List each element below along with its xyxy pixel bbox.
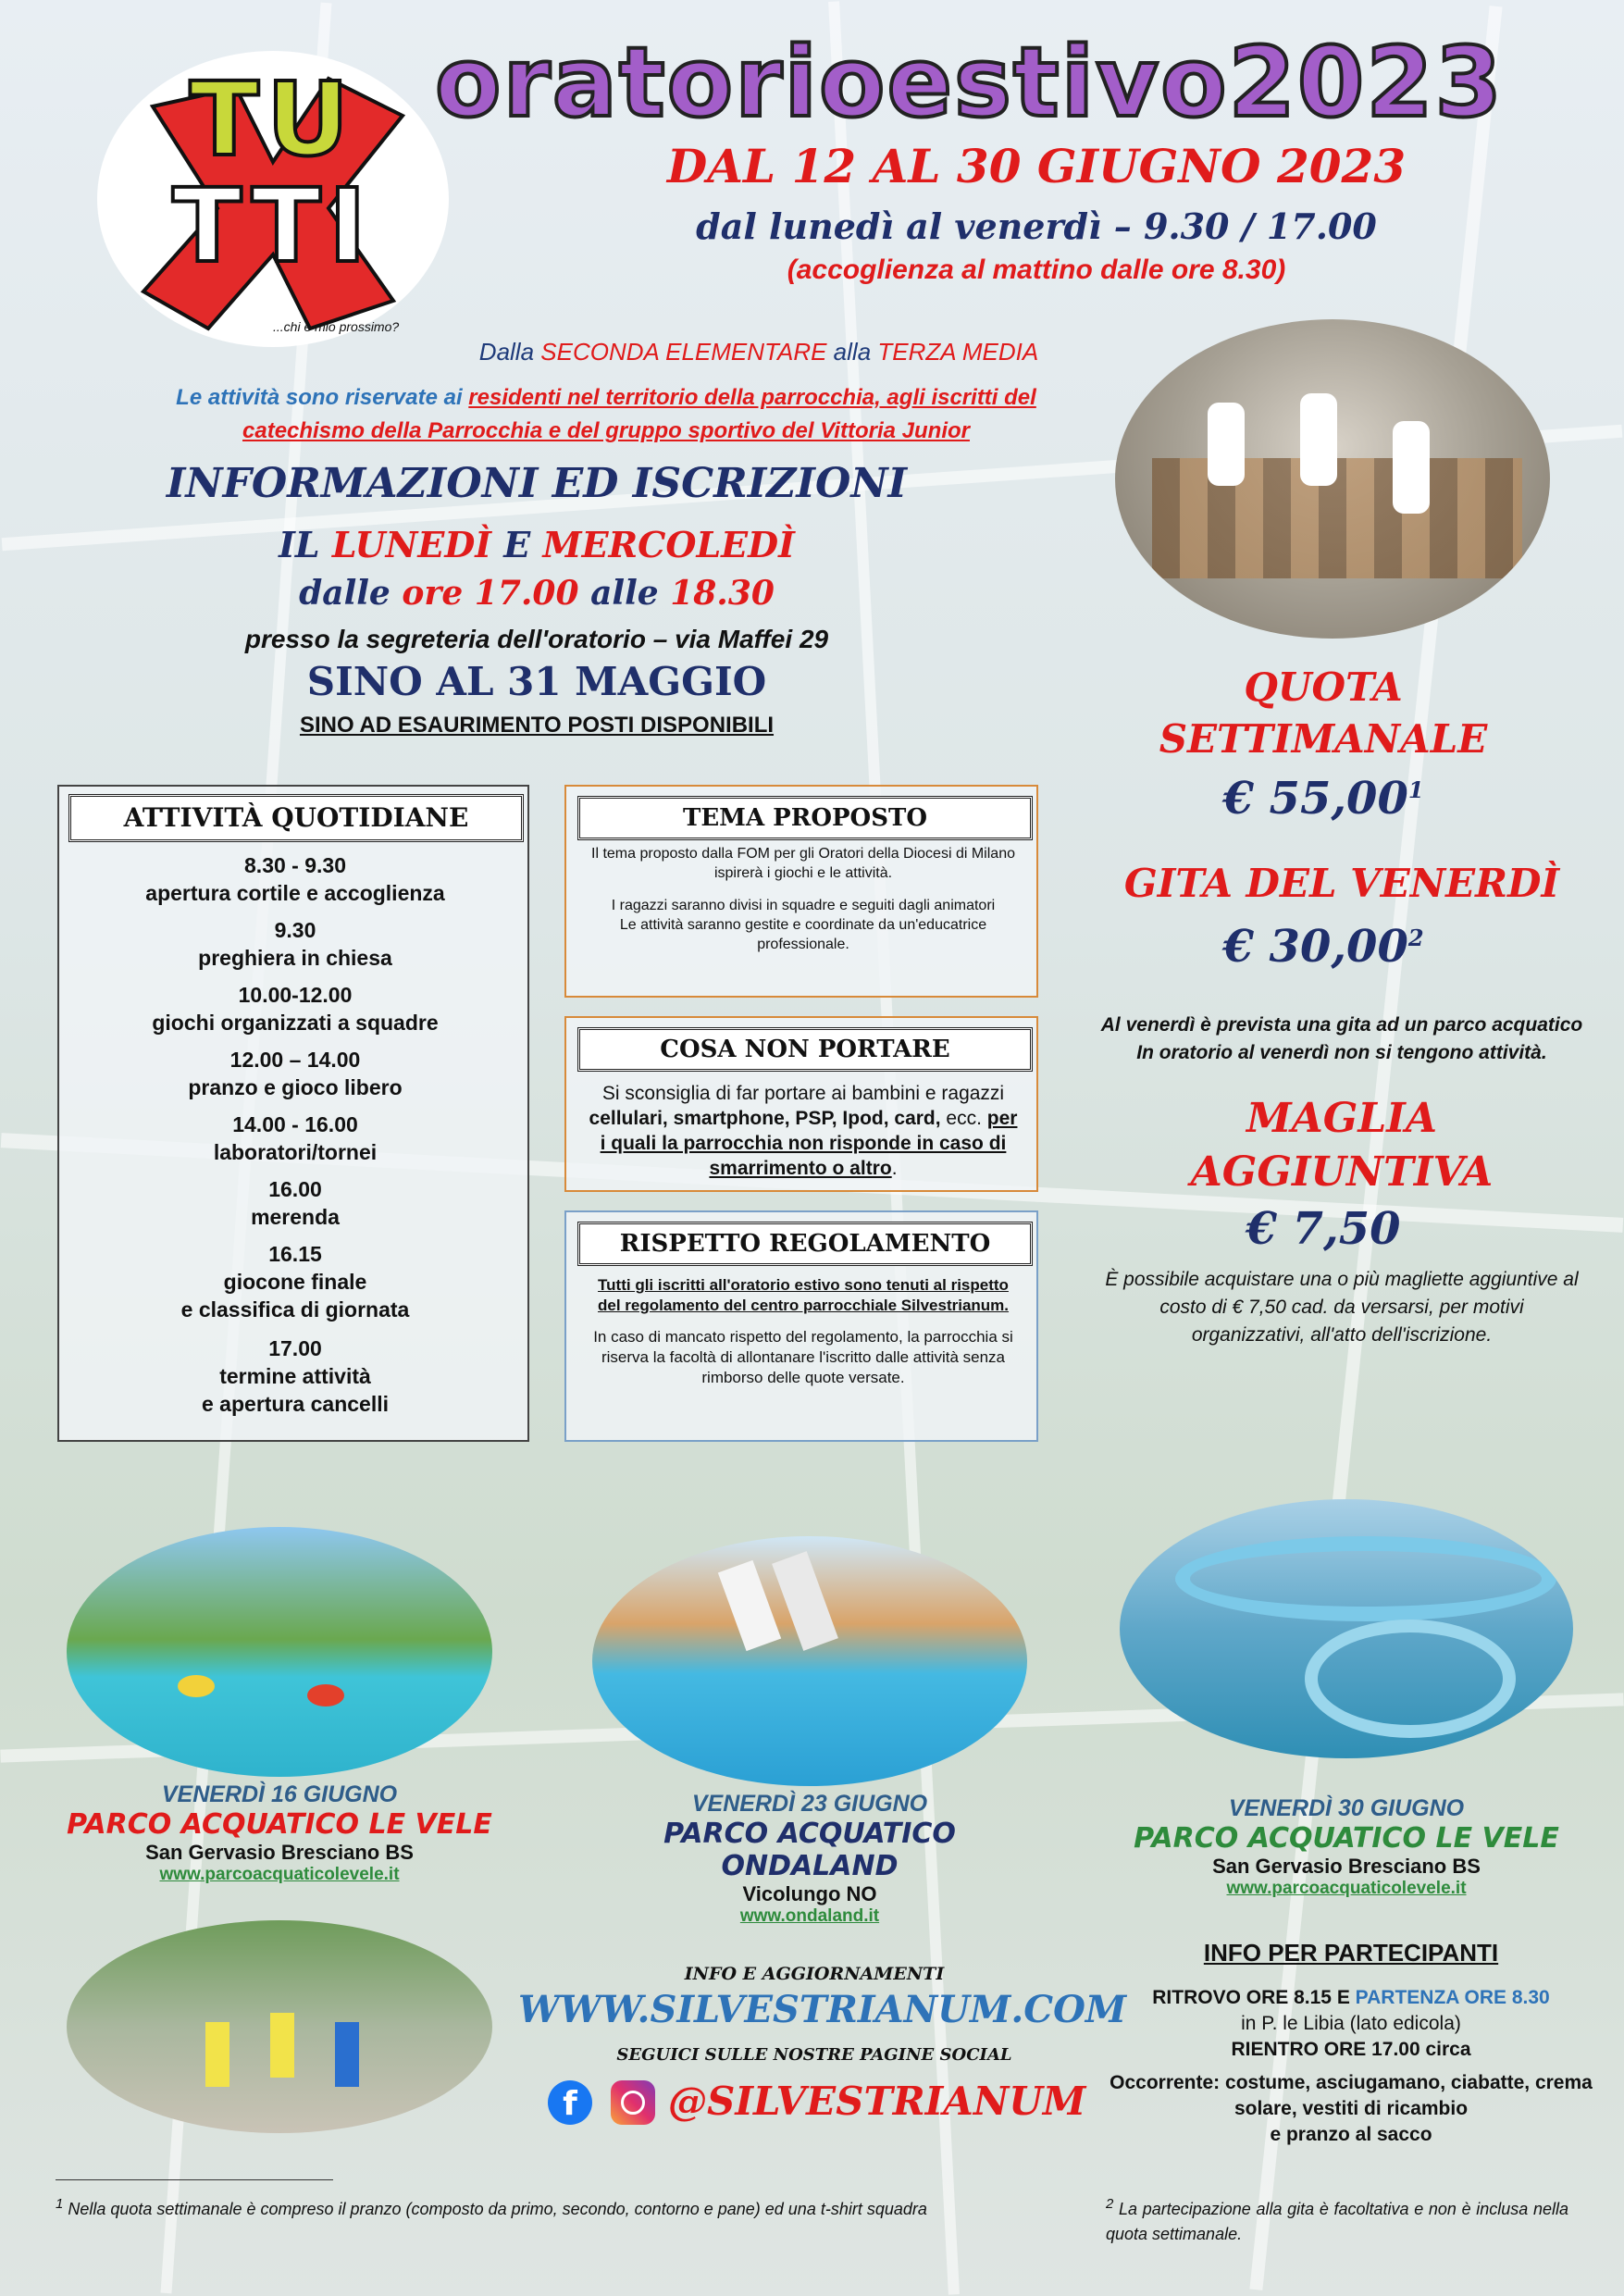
non-portare-box	[564, 1016, 1038, 1192]
social-handle[interactable]: @SILVESTRIANUM	[668, 2079, 1086, 2124]
schedule-desc: preghiera in chiesa	[198, 946, 392, 970]
weekdays: dal lunedì al venerdì – 9.30 / 17.00	[696, 205, 1377, 247]
church-photo	[1115, 319, 1550, 639]
trip-park: PARCO ACQUATICO ONDALAND	[663, 1818, 956, 1882]
instagram-icon[interactable]	[611, 2080, 655, 2125]
weekly-price: € 55,00$^1$	[1222, 773, 1424, 825]
schedule-time: 16.00	[268, 1177, 322, 1201]
regolamento-box	[564, 1210, 1038, 1442]
dates: DAL 12 AL 30 GIUGNO 2023	[666, 139, 1407, 193]
sports-photo	[67, 1920, 492, 2133]
schedule-item	[96, 1334, 494, 1390]
schedule-item	[96, 1046, 494, 1101]
website-link[interactable]: WWW.SILVESTRIANUM.COM	[518, 1988, 1127, 2031]
tema-heading: TEMA PROPOSTO	[577, 796, 1033, 840]
footnote-rule	[56, 2179, 333, 2180]
social-label: SEGUICI SULLE NOSTRE PAGINE SOCIAL	[616, 2045, 1012, 2065]
schedule-item	[96, 1296, 494, 1323]
trip-date: VENERDÌ 30 GIUGNO	[1228, 1795, 1465, 1821]
logo-tti: TTI	[172, 167, 374, 285]
schedule-list	[96, 851, 494, 1427]
regolamento-text: Tutti gli iscritti all'oratorio estivo sono tenuti al rispetto del regolamento del centro parrocchiale Silvestrianum. In caso di mancato rispetto del regolamento, la parrocchia si riserva la facoltà di allontanare l'iscritto dalle attività senza rimborso delle quote versate.	[593, 1276, 1013, 1386]
logo	[97, 51, 449, 347]
trip-photo-2	[592, 1536, 1027, 1786]
trip-park: PARCO ACQUATICO LE VELE	[1134, 1822, 1559, 1855]
trip-caption	[67, 1781, 492, 1885]
schedule-item	[96, 981, 494, 1036]
trip-price: € 30,00$^2$	[1222, 921, 1424, 973]
schedule-desc: apertura cortile e accoglienza	[145, 881, 445, 905]
schedule-item	[96, 1175, 494, 1231]
trip-url-link[interactable]: www.parcoacquaticolevele.it	[159, 1865, 400, 1884]
schedule-desc: merenda	[251, 1205, 340, 1229]
footnote-1: $^1$ Nella quota settimanale è compreso il pranzo (composto da primo, secondo, contorno e pane) ed una t-shirt squadra	[56, 2196, 927, 2218]
schedule-heading: ATTIVITÀ QUOTIDIANE	[68, 794, 524, 842]
shirt-desc: È possibile acquistare una o più magliette aggiuntive al costo di € 7,50 cad. da versarsi, per motivi organizzativi, all'atto dell'iscrizione.	[1105, 1269, 1579, 1346]
trip-caption	[592, 1791, 1027, 1927]
trip-label: GITA DEL VENERDÌ	[1123, 861, 1560, 906]
schedule-desc: e classifica di giornata	[180, 1297, 410, 1322]
regolamento-heading: RISPETTO REGOLAMENTO	[577, 1222, 1033, 1266]
logo-tagline: ...chi è mio prossimo?	[273, 319, 400, 334]
trip-url-link[interactable]: www.ondaland.it	[739, 1906, 880, 1926]
schedule-item	[96, 916, 494, 972]
info-deadline: SINO AL 31 MAGGIO	[306, 659, 767, 704]
trip-photo-1	[67, 1527, 492, 1777]
trip-date: VENERDÌ 16 GIUGNO	[161, 1781, 398, 1807]
trip-date: VENERDÌ 23 GIUGNO	[691, 1791, 928, 1817]
schedule-time: 12.00 – 14.00	[229, 1048, 361, 1072]
schedule-desc: e apertura cancelli	[202, 1392, 389, 1416]
age-from: SECONDA ELEMENTARE	[540, 338, 827, 366]
info-place: presso la segreteria dell'oratorio – via Maffei 29	[244, 625, 829, 653]
page-title: oratorioestivo2023	[435, 26, 1504, 139]
trip-city: San Gervasio Bresciano BS	[145, 1841, 414, 1864]
info-hours: dalle ore 17.00 alle 18.30	[299, 574, 775, 613]
info-heading: INFORMAZIONI ED ISCRIZIONI	[166, 460, 908, 507]
trip-url-link[interactable]: www.parcoacquaticolevele.it	[1226, 1879, 1467, 1898]
schedule-desc: termine attività	[219, 1364, 371, 1388]
schedule-desc: pranzo e gioco libero	[188, 1075, 403, 1099]
schedule-time: 9.30	[274, 918, 316, 942]
schedule-item	[96, 1240, 494, 1296]
partecipanti-details: RITROVO ORE 8.15 E PARTENZA ORE 8.30 in P. le Libia (lato edicola) RIENTRO ORE 17.00 circa Occorrente: costume, asciugamano, ciabatte, crema solare, vestiti di ricambio e pranzo al sacco	[1110, 1987, 1593, 2145]
schedule-time: 16.15	[268, 1242, 322, 1266]
eligibility-rule: Le attività sono riservate ai residenti nel territorio della parrocchia, agli iscritti del catechismo della Parrocchia e del gruppo sportivo del Vittoria Junior	[176, 385, 1036, 443]
shirt-price: € 7,50	[1246, 1203, 1401, 1255]
info-label: INFO E AGGIORNAMENTI	[684, 1964, 945, 1984]
non-portare-text: Si sconsiglia di far portare ai bambini e ragazzi cellulari, smartphone, PSP, Ipod, card, ecc. per i quali la parrocchia non risponde in caso di smarrimento o altro.	[589, 1083, 1018, 1179]
schedule-desc: laboratori/tornei	[213, 1140, 378, 1164]
schedule-time: 14.00 - 16.00	[232, 1112, 358, 1136]
footnote-2: $^2$ La partecipazione alla gita è facoltativa e non è inclusa nella quota settimanale.	[1106, 2196, 1568, 2243]
schedule-desc: giochi organizzati a squadre	[152, 1011, 439, 1035]
schedule-item	[96, 851, 494, 907]
trip-park: PARCO ACQUATICO LE VELE	[67, 1808, 492, 1841]
weekly-label: QUOTA SETTIMANALE	[1159, 664, 1488, 762]
schedule-item	[96, 1111, 494, 1166]
schedule-time: 17.00	[268, 1336, 322, 1360]
schedule-time: 10.00-12.00	[238, 983, 353, 1007]
age-to: TERZA MEDIA	[877, 338, 1039, 366]
logo-tu: TU	[189, 60, 357, 179]
tema-text: Il tema proposto dalla FOM per gli Oratori della Diocesi di Milano ispirerà i giochi e le attività. I ragazzi saranno divisi in squadre e seguiti dagli animatori Le attività saranno gestite e coordinate da un'educatrice professionale.	[591, 846, 1015, 952]
info-availability: SINO AD ESAURIMENTO POSTI DISPONIBILI	[299, 713, 775, 738]
facebook-icon[interactable]: f	[548, 2080, 592, 2125]
schedule-time: 8.30 - 9.30	[244, 853, 346, 877]
trip-photo-3	[1120, 1499, 1573, 1758]
trip-desc: Al venerdì è prevista una gita ad un parco acquatico In oratorio al venerdì non si tengono attività.	[1100, 1014, 1583, 1063]
trip-city: San Gervasio Bresciano BS	[1212, 1855, 1481, 1878]
tema-box	[564, 785, 1038, 998]
schedule-desc: giocone finale	[223, 1270, 367, 1294]
trip-caption	[1120, 1795, 1573, 1899]
partecipanti-heading: INFO PER PARTECIPANTI	[1203, 1939, 1499, 1967]
schedule-item	[96, 1390, 494, 1418]
schedule-box	[57, 785, 529, 1442]
shirt-label: MAGLIA AGGIUNTIVA	[1190, 1095, 1494, 1196]
welcome-note: (accoglienza al mattino dalle ore 8.30)	[787, 254, 1286, 285]
non-portare-heading: COSA NON PORTARE	[577, 1027, 1033, 1072]
age-range: Dalla SECONDA ELEMENTARE alla TERZA MEDIA	[478, 338, 1039, 366]
trip-city: Vicolungo NO	[742, 1882, 877, 1905]
info-days: IL LUNEDÌ E MERCOLEDÌ	[279, 524, 795, 565]
